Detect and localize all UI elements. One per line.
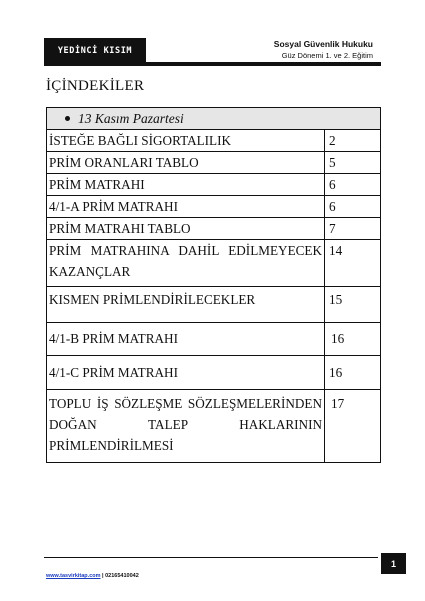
toc-entry-page: 6: [325, 196, 381, 218]
toc-entry-label: 4/1-C PRİM MATRAHI: [47, 356, 325, 390]
toc-heading: İÇİNDEKİLER: [46, 78, 145, 94]
toc-entry-label: TOPLU İŞ SÖZLEŞME SÖZLEŞMELERİNDEN DOĞAN TALEP HAKLARININ PRİMLENDİRİLMESİ: [47, 390, 325, 463]
toc-entry-page: 15: [325, 287, 381, 323]
toc-row[interactable]: [47, 152, 381, 174]
toc-entry-page: 16: [325, 323, 381, 356]
toc-entry-label: PRİM MATRAHINA DAHİL EDİLMEYECEK KAZANÇLAR: [47, 240, 325, 287]
toc-row[interactable]: [47, 356, 381, 390]
toc-row[interactable]: [47, 130, 381, 152]
toc-row[interactable]: [47, 196, 381, 218]
toc-entry-page: 14: [325, 240, 381, 287]
website-link[interactable]: www.tasvirkitap.com: [46, 573, 101, 579]
toc-row[interactable]: [47, 240, 381, 287]
session-cell: [47, 108, 381, 130]
toc-entry-page: 2: [325, 130, 381, 152]
toc-entry-page: 7: [325, 218, 381, 240]
footer-separator: |: [100, 573, 106, 579]
toc-entry-label: 4/1-B PRİM MATRAHI: [47, 323, 325, 356]
header-divider: [44, 62, 381, 66]
toc-row[interactable]: [47, 323, 381, 356]
toc-entry-label: PRİM MATRAHI TABLO: [47, 218, 325, 240]
chapter-tag: YEDİNCİ KISIM: [44, 38, 146, 64]
toc-entry-label: 4/1-A PRİM MATRAHI: [47, 196, 325, 218]
toc-table: [46, 107, 381, 463]
toc-entry-page: 16: [325, 356, 381, 390]
toc-entry-label: İSTEĞE BAĞLI SİGORTALILIK: [47, 130, 325, 152]
course-title: Sosyal Güvenlik Hukuku: [273, 39, 373, 49]
toc-row[interactable]: [47, 287, 381, 323]
toc-entry-label: PRİM ORANLARI TABLO: [47, 152, 325, 174]
session-row: [47, 108, 381, 130]
phone-number: 02165410042: [105, 573, 139, 579]
toc-entry-label: KISMEN PRİMLENDİRİLECEKLER: [47, 287, 325, 323]
bullet-icon: [65, 116, 70, 121]
page-number: 1: [381, 553, 406, 574]
footer-contact: [46, 573, 139, 579]
term-subtitle: Güz Dönemi 1. ve 2. Eğitim: [281, 51, 373, 60]
toc-row[interactable]: [47, 218, 381, 240]
toc-entry-page: 5: [325, 152, 381, 174]
toc-entry-label: PRİM MATRAHI: [47, 174, 325, 196]
toc-entry-page: 17: [325, 390, 381, 463]
header-info: [274, 39, 373, 61]
toc-row[interactable]: [47, 174, 381, 196]
session-label: 13 Kasım Pazartesi: [78, 111, 184, 126]
footer-divider: [44, 557, 378, 558]
toc-row[interactable]: [47, 390, 381, 463]
toc-entry-page: 6: [325, 174, 381, 196]
